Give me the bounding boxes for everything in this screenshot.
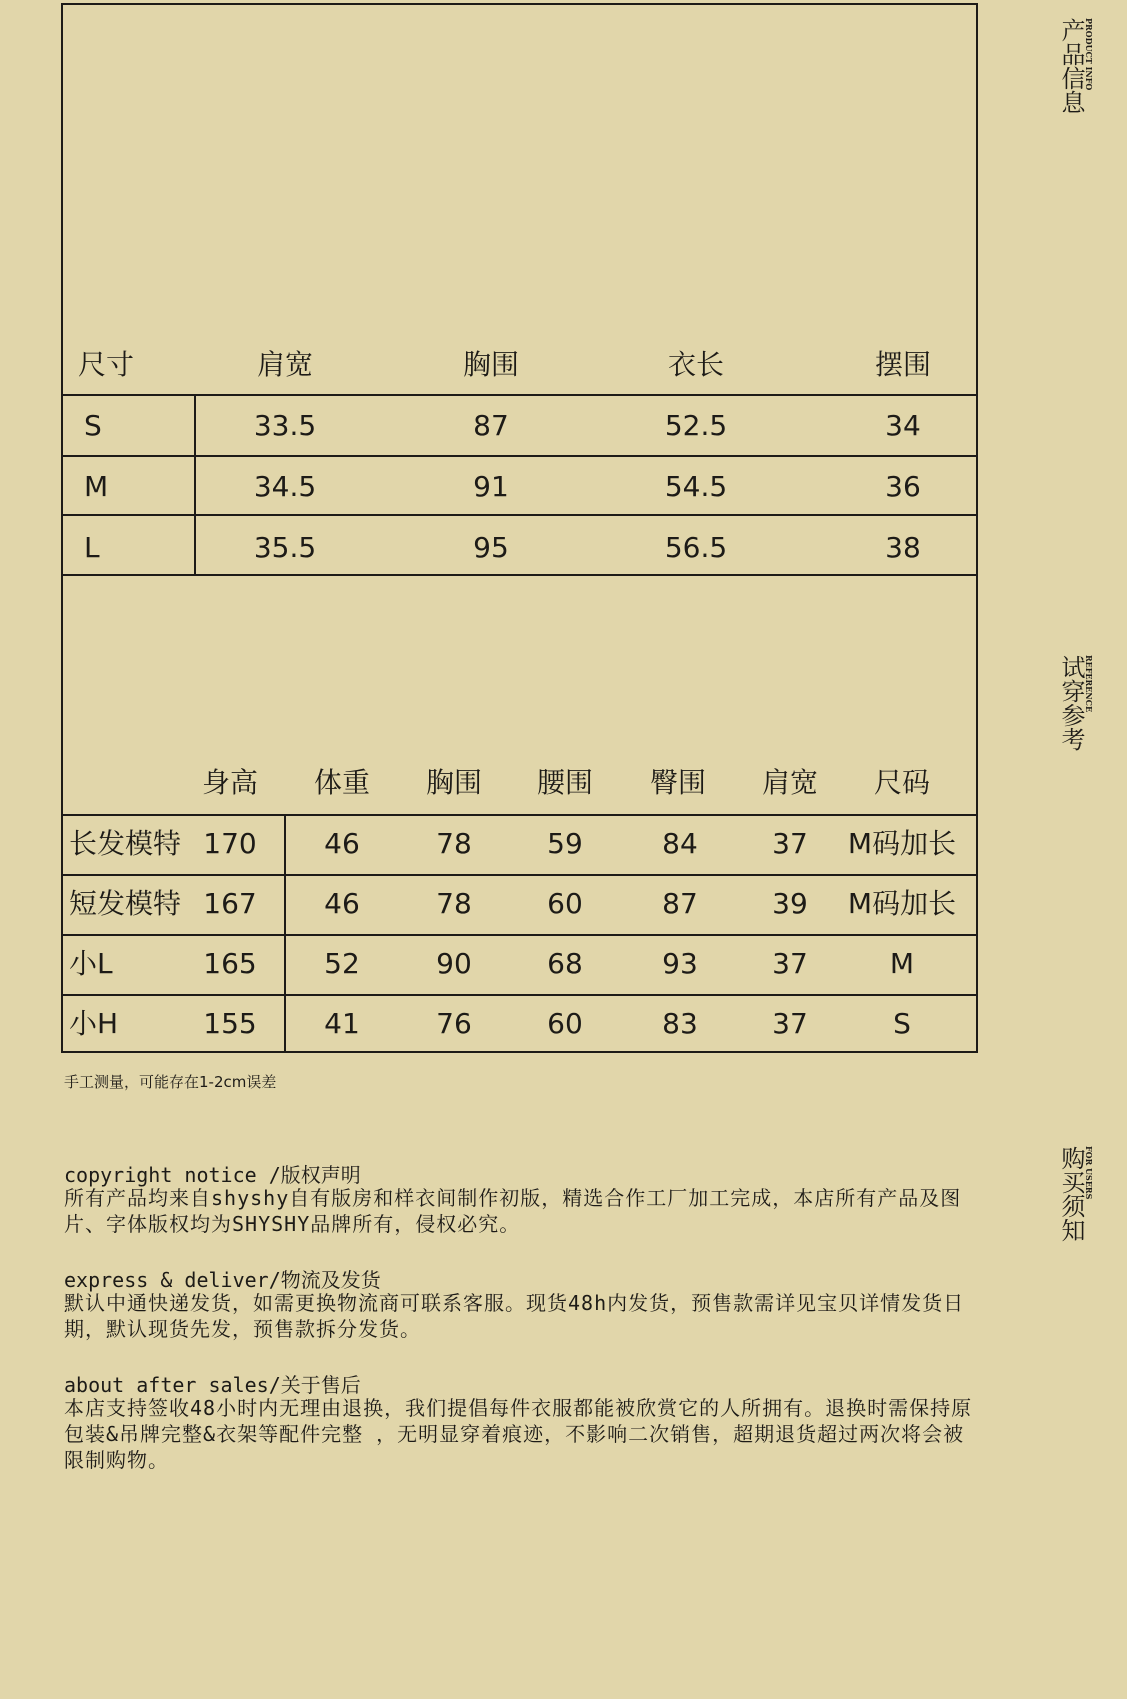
fit-table-cell: 167: [203, 887, 257, 920]
size-table-cell: 34: [885, 409, 921, 442]
measurement-note: 手工测量，可能存在1-2cm误差: [64, 1073, 277, 1091]
fit-table-cell: 46: [324, 827, 360, 860]
fit-table-header: 肩宽: [761, 766, 819, 799]
fit-table-cell: M: [889, 947, 915, 980]
fit-table-cell: 60: [547, 1007, 583, 1040]
size-table-cell: 35.5: [253, 531, 317, 564]
size-chart-frame: [61, 3, 978, 1053]
size-table-cell: 54.5: [664, 470, 728, 503]
fit-table-cell: 39: [772, 887, 808, 920]
side-label-zh: 产品信息: [1057, 18, 1085, 114]
notice-title: express & deliver/物流及发货: [64, 1268, 381, 1292]
fit-table-cell: M码加长: [847, 887, 957, 920]
size-table-cell: 91: [473, 470, 509, 503]
fit-table-header: 臀围: [649, 766, 707, 799]
fit-table-cell: 87: [662, 887, 698, 920]
fit-table-cell: 76: [436, 1007, 472, 1040]
fit-table-cell: 93: [662, 947, 698, 980]
size-table-cell: S: [84, 409, 102, 442]
fit-table-cell: 170: [203, 827, 257, 860]
size-table-header: 肩宽: [256, 348, 314, 381]
fit-table-cell: 37: [772, 947, 808, 980]
notice-title: about after sales/关于售后: [64, 1373, 361, 1397]
fit-table-cell: 52: [324, 947, 360, 980]
fit-table-cell: 78: [436, 887, 472, 920]
fit-table-header: 体重: [313, 766, 371, 799]
fit-table-cell: 155: [203, 1007, 257, 1040]
fit-table-cell: 46: [324, 887, 360, 920]
fit-table-cell: 长发模特: [69, 827, 182, 860]
fit-table-header: 尺码: [873, 766, 931, 799]
fit-table-cell: 60: [547, 887, 583, 920]
fit-table-cell: 78: [436, 827, 472, 860]
side-label-zh: 试穿参考: [1057, 655, 1085, 751]
size-table-cell: L: [84, 531, 100, 564]
notice-body: 所有产品均来自shyshy自有版房和样衣间制作初版，精选合作工厂加工完成，本店所有产品及图片、字体版权均为SHYSHY品牌所有，侵权必究。: [64, 1186, 962, 1236]
fit-table-cell: 37: [772, 827, 808, 860]
notice-title: copyright notice /版权声明: [64, 1163, 361, 1187]
size-table-header: 衣长: [667, 348, 725, 381]
fit-table-cell: 41: [324, 1007, 360, 1040]
fit-table-cell: 84: [662, 827, 698, 860]
fit-table-header: 身高: [201, 766, 259, 799]
size-table-cell: 33.5: [253, 409, 317, 442]
fit-table-cell: M码加长: [847, 827, 957, 860]
fit-table-cell: 37: [772, 1007, 808, 1040]
fit-table-cell: 59: [547, 827, 583, 860]
size-table-header: 尺寸: [78, 348, 135, 381]
size-table-header: 摆围: [874, 348, 932, 381]
side-label-en: REFERENCE: [1084, 655, 1094, 713]
size-table-cell: 34.5: [253, 470, 317, 503]
fit-table-cell: 68: [547, 947, 583, 980]
size-table-cell: 52.5: [664, 409, 728, 442]
size-table-cell: 87: [473, 409, 509, 442]
fit-table-cell: 90: [436, 947, 472, 980]
size-table-header: 胸围: [462, 348, 520, 381]
side-label-en: FOR USERS: [1084, 1146, 1094, 1200]
size-table-cell: 95: [473, 531, 509, 564]
fit-table-cell: S: [893, 1007, 911, 1040]
notice-body: 本店支持签收48小时内无理由退换，我们提倡每件衣服都能被欣赏它的人所拥有。退换时需保持原包装&吊牌完整&衣架等配件完整 ，无明显穿着痕迹，不影响二次销售，超期退货超过两次将会被限制购物。: [64, 1396, 973, 1472]
side-label-zh: 购买须知: [1057, 1146, 1085, 1242]
fit-table-header: 腰围: [536, 766, 594, 799]
fit-table-cell: 83: [662, 1007, 698, 1040]
fit-table-header: 胸围: [425, 766, 483, 799]
fit-table-cell: 165: [203, 947, 257, 980]
fit-table-cell: 小H: [69, 1007, 119, 1040]
fit-table-cell: 小L: [69, 947, 113, 980]
side-label-en: PRODUCT INFO: [1084, 18, 1094, 91]
size-table-cell: 56.5: [664, 531, 728, 564]
size-table-cell: M: [84, 470, 109, 503]
size-table-cell: 36: [885, 470, 921, 503]
size-table-cell: 38: [885, 531, 921, 564]
notice-body: 默认中通快递发货，如需更换物流商可联系客服。现货48h内发货，预售款需详见宝贝详情发货日期，默认现货先发，预售款拆分发货。: [64, 1291, 965, 1341]
fit-table-cell: 短发模特: [69, 887, 182, 920]
